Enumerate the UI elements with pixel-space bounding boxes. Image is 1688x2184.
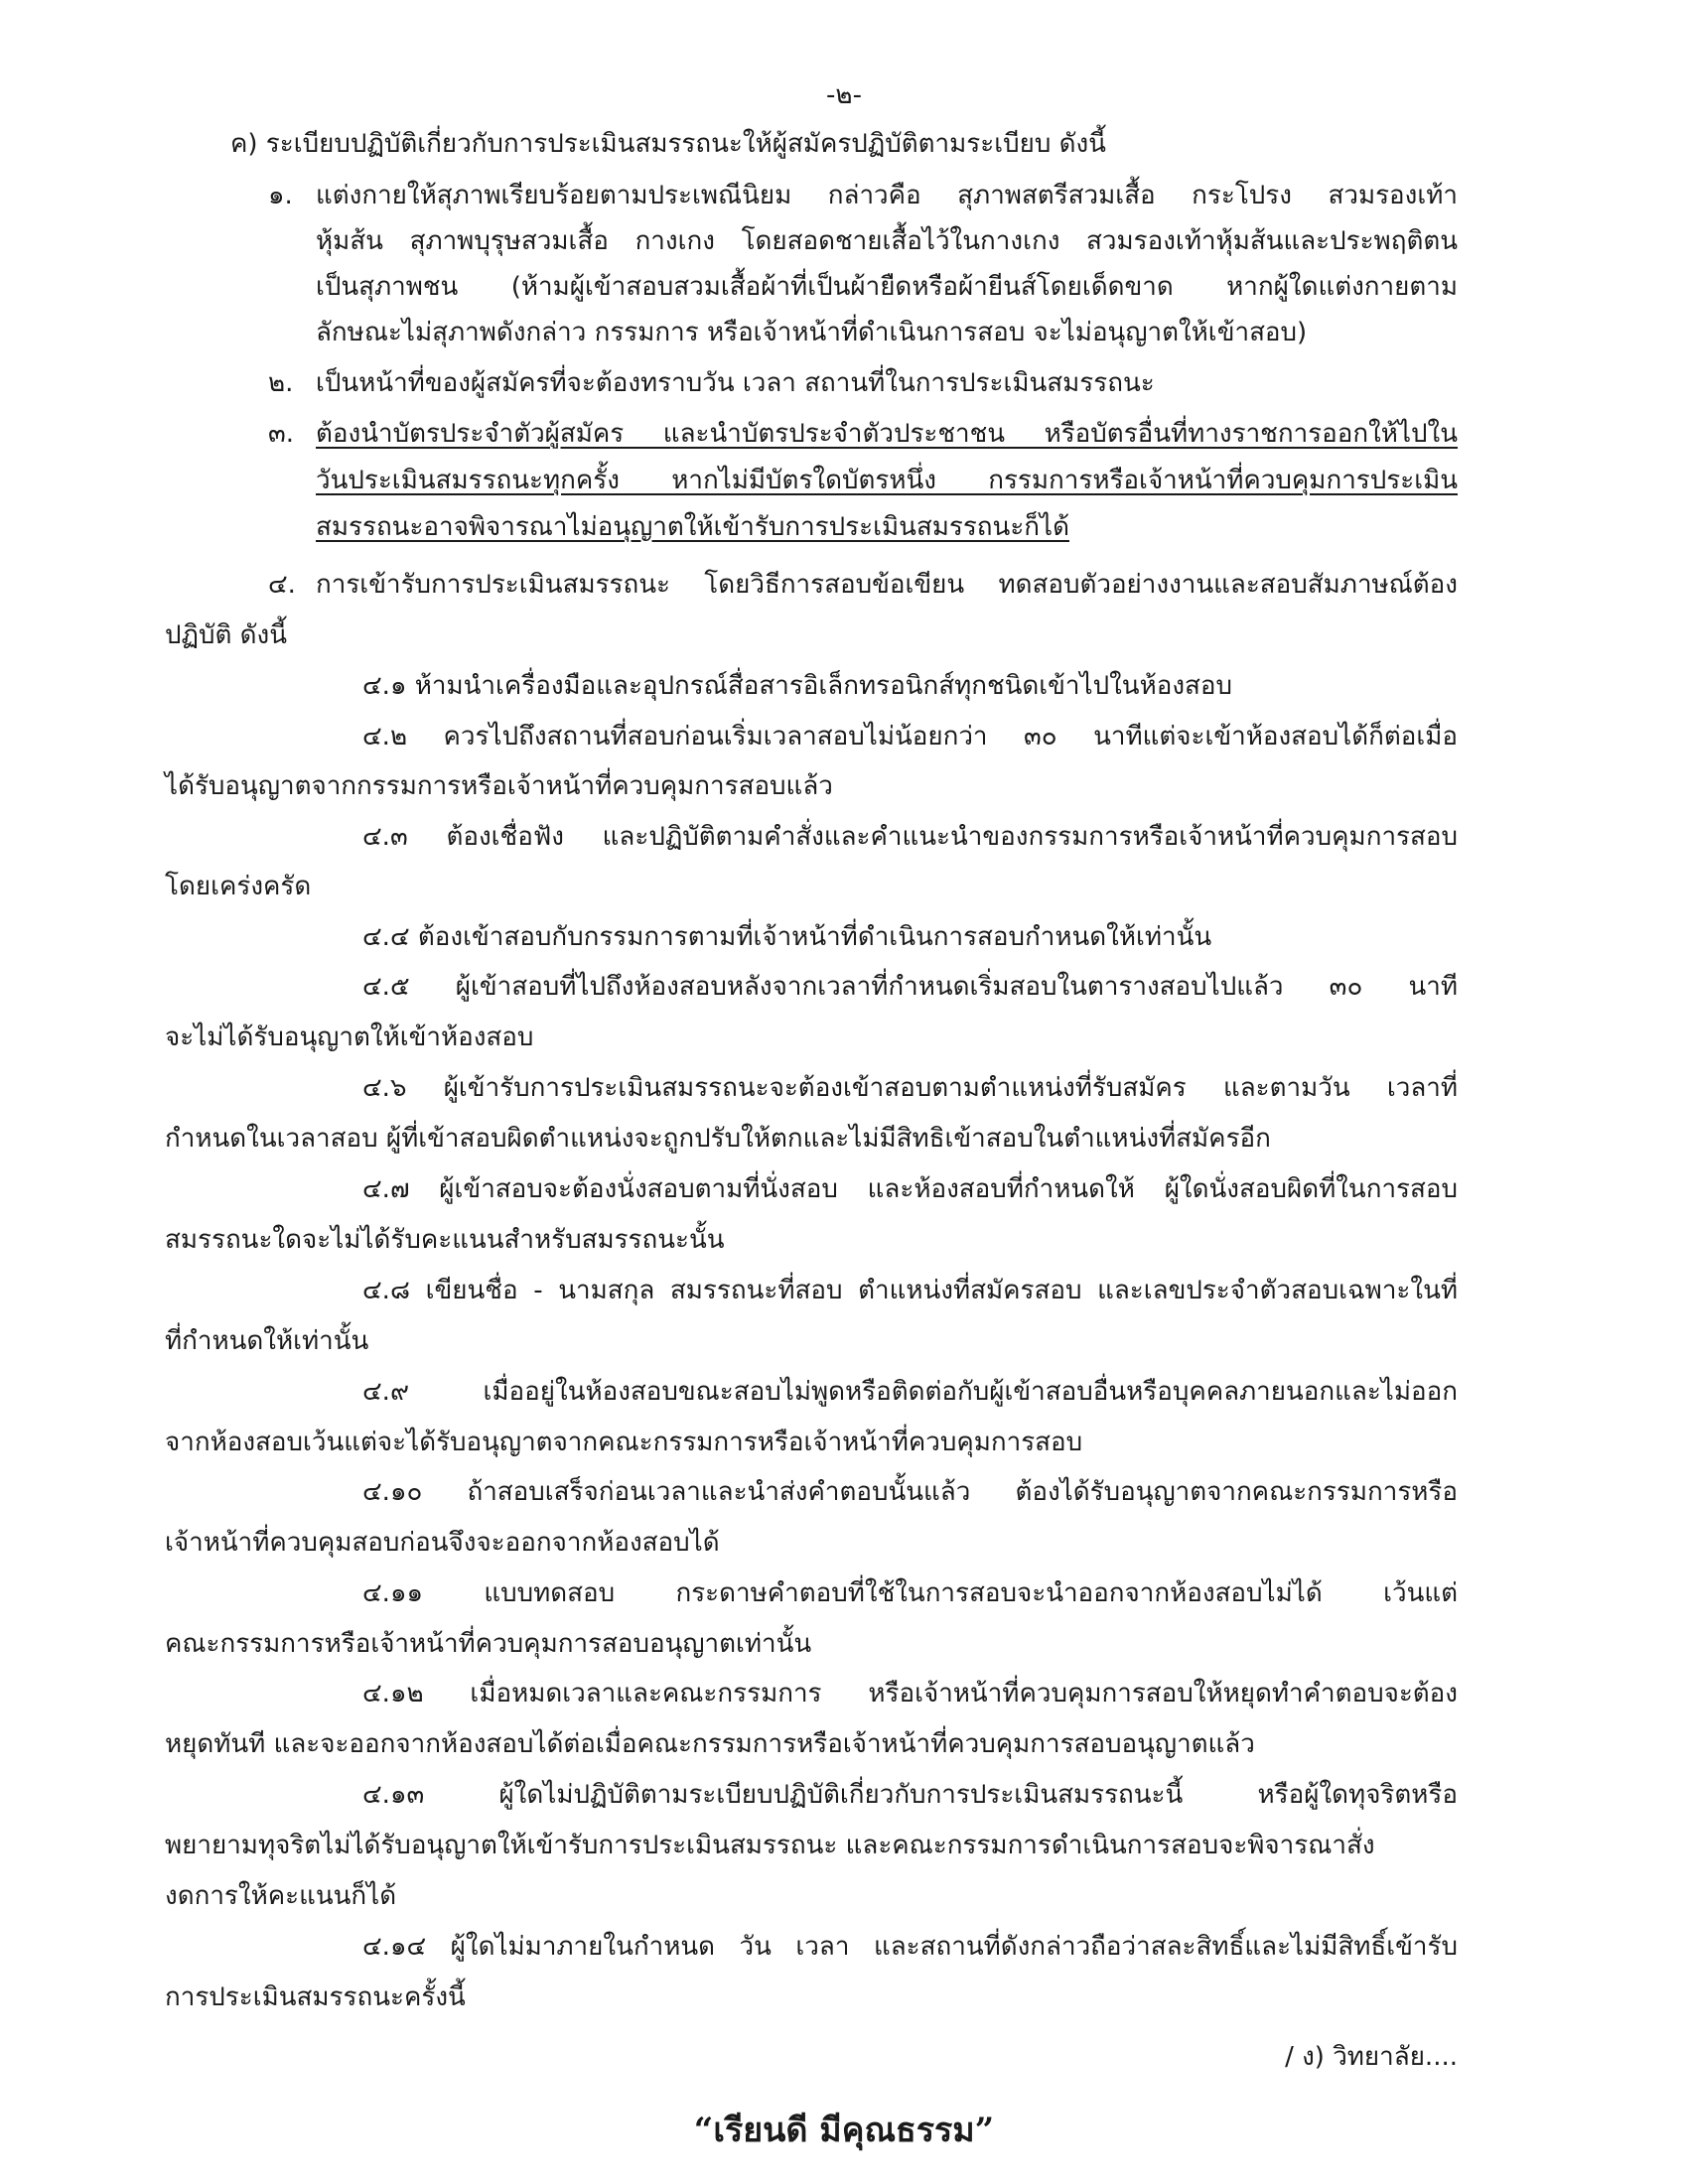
subitem-line: การประเมินสมรรถนะครั้งนี้ [165, 1982, 466, 2012]
item-line: ลักษณะไม่สุภาพดังกล่าว กรรมการ หรือเจ้าหน้าที่ดำเนินการสอบ จะไม่อนุญาตให้เข้าสอบ) [316, 318, 1308, 347]
item-number: ๓. [268, 419, 295, 449]
subitem-line: สมรรถนะใดจะไม่ได้รับคะแนนสำหรับสมรรถนะนั้น [165, 1225, 725, 1255]
item-number: ๔. [268, 570, 296, 600]
subitem-line: ๔.๑๓ ผู้ใดไม่ปฏิบัติตามระเบียบปฏิบัติเกี่ยวกับการประเมินสมรรถนะนี้ หรือผู้ใดทุจริตหรือ [362, 1780, 1458, 1810]
subitem-line: ๔.๑ ห้ามนำเครื่องมือและอุปกรณ์สื่อสารอิเล็กทรอนิกส์ทุกชนิดเข้าไปในห้องสอบ [362, 671, 1233, 701]
subitem-line: ๔.๑๒ เมื่อหมดเวลาและคณะกรรมการ หรือเจ้าหน้าที่ควบคุมการสอบให้หยุดทำคำตอบจะต้อง [362, 1679, 1458, 1708]
subitem-line: ๔.๙ เมื่ออยู่ในห้องสอบขณะสอบไม่พูดหรือติดต่อกับผู้เข้าสอบอื่นหรือบุคคลภายนอกและไม่ออก [362, 1377, 1458, 1407]
underlined-line: สมรรถนะอาจพิจารณาไม่อนุญาตให้เข้ารับการประเมินสมรรถนะก็ได้ [316, 512, 1069, 542]
subitem-line: ๔.๖ ผู้เข้ารับการประเมินสมรรถนะจะต้องเข้าสอบตามตำแหน่งที่รับสมัคร และตามวัน เวลาที่ [362, 1073, 1458, 1103]
item-line: ปฏิบัติ ดังนี้ [165, 620, 287, 650]
subitem-line: ๔.๕ ผู้เข้าสอบที่ไปถึงห้องสอบหลังจากเวลาที่กำหนดเริ่มสอบในตารางสอบไปแล้ว ๓๐ นาที [362, 972, 1458, 1002]
subitem-line: กำหนดในเวลาสอบ ผู้ที่เข้าสอบผิดตำแหน่งจะถูกปรับให้ตกและไม่มีสิทธิเข้าสอบในตำแหน่งที่สมัครอีก [165, 1124, 1271, 1154]
item-line: แต่งกายให้สุภาพเรียบร้อยตามประเพณีนิยม กล่าวคือ สุภาพสตรีสวมเสื้อ กระโปรง สวมรองเท้า [316, 181, 1458, 210]
item-number: ๑. [268, 181, 293, 210]
subitem-line: ที่กำหนดให้เท่านั้น [165, 1326, 369, 1356]
subitem-line: พยายามทุจริตไม่ได้รับอนุญาตให้เข้ารับการประเมินสมรรถนะ และคณะกรรมการดำเนินการสอบจะพิจารณาสั่ง [165, 1831, 1375, 1860]
item-line: เป็นหน้าที่ของผู้สมัครที่จะต้องทราบวัน เวลา สถานที่ในการประเมินสมรรถนะ [316, 368, 1155, 398]
item-line: การเข้ารับการประเมินสมรรถนะ โดยวิธีการสอบข้อเขียน ทดสอบตัวอย่างงานและสอบสัมภาษณ์ต้อง [316, 570, 1458, 600]
subitem-line: หยุดทันที และจะออกจากห้องสอบได้ต่อเมื่อคณะกรรมการหรือเจ้าหน้าที่ควบคุมการสอบอนุญาตแล้ว [165, 1729, 1255, 1759]
subitem-line: งดการให้คะแนนก็ได้ [165, 1881, 397, 1911]
item-line: หุ้มส้น สุภาพบุรุษสวมเสื้อ กางเกง โดยสอดชายเสื้อไว้ในกางเกง สวมรองเท้าหุ้มส้นและประพฤติตน [316, 226, 1458, 256]
page-number: -๒- [826, 80, 862, 110]
item-number: ๒. [268, 368, 294, 398]
motto: “เรียนดี มีคุณธรรม” [693, 2111, 995, 2150]
subitem-line: ๔.๓ ต้องเชื่อฟัง และปฏิบัติตามคำสั่งและคำแนะนำของกรรมการหรือเจ้าหน้าที่ควบคุมการสอบ [362, 822, 1458, 852]
subitem-line: ได้รับอนุญาตจากกรรมการหรือเจ้าหน้าที่ควบคุมการสอบแล้ว [165, 771, 833, 801]
subitem-line: ๔.๗ ผู้เข้าสอบจะต้องนั่งสอบตามที่นั่งสอบ และห้องสอบที่กำหนดให้ ผู้ใดนั่งสอบผิดที่ในการสอบ [362, 1174, 1458, 1204]
item-line: เป็นสุภาพชน (ห้ามผู้เข้าสอบสวมเสื้อผ้าที่เป็นผ้ายืดหรือผ้ายีนส์โดยเด็ดขาด หากผู้ใดแต่งกายตาม [316, 272, 1458, 302]
continuation-note: / ง) วิทยาลัย.... [1285, 2042, 1458, 2072]
subitem-line: โดยเคร่งครัด [165, 872, 312, 901]
subitem-line: จะไม่ได้รับอนุญาตให้เข้าห้องสอบ [165, 1023, 534, 1052]
subitem-line: ๔.๘ เขียนชื่อ - นามสกุล สมรรถนะที่สอบ ตำแหน่งที่สมัครสอบ และเลขประจำตัวสอบเฉพาะในที่ [362, 1276, 1458, 1305]
subitem-line: ๔.๑๑ แบบทดสอบ กระดาษคำตอบที่ใช้ในการสอบจะนำออกจากห้องสอบไม่ได้ เว้นแต่ [362, 1578, 1458, 1608]
subitem-line: จากห้องสอบเว้นแต่จะได้รับอนุญาตจากคณะกรรมการหรือเจ้าหน้าที่ควบคุมการสอบ [165, 1428, 1083, 1457]
underlined-line: ต้องนำบัตรประจำตัวผู้สมัคร และนำบัตรประจำตัวประชาชน หรือบัตรอื่นที่ทางราชการออกให้ไปใน [316, 419, 1458, 449]
underlined-line: วันประเมินสมรรถนะทุกครั้ง หากไม่มีบัตรใดบัตรหนึ่ง กรรมการหรือเจ้าหน้าที่ควบคุมการประเมิน [316, 466, 1458, 495]
subitem-line: ๔.๑๐ ถ้าสอบเสร็จก่อนเวลาและนำส่งคำตอบนั้นแล้ว ต้องได้รับอนุญาตจากคณะกรรมการหรือ [362, 1477, 1458, 1507]
section-heading: ค) ระเบียบปฏิบัติเกี่ยวกับการประเมินสมรรถนะให้ผู้สมัครปฏิบัติตามระเบียบ ดังนี้ [230, 129, 1106, 159]
subitem-line: ๔.๑๔ ผู้ใดไม่มาภายในกำหนด วัน เวลา และสถานที่ดังกล่าวถือว่าสละสิทธิ์และไม่มีสิทธิ์เข้ารับ [362, 1932, 1458, 1962]
subitem-line: เจ้าหน้าที่ควบคุมสอบก่อนจึงจะออกจากห้องสอบได้ [165, 1528, 720, 1558]
subitem-line: คณะกรรมการหรือเจ้าหน้าที่ควบคุมการสอบอนุญาตเท่านั้น [165, 1629, 812, 1659]
subitem-line: ๔.๔ ต้องเข้าสอบกับกรรมการตามที่เจ้าหน้าที่ดำเนินการสอบกำหนดให้เท่านั้น [362, 922, 1212, 952]
subitem-line: ๔.๒ ควรไปถึงสถานที่สอบก่อนเริ่มเวลาสอบไม่น้อยกว่า ๓๐ นาทีแต่จะเข้าห้องสอบได้ก็ต่อเมื่อ [362, 722, 1458, 751]
